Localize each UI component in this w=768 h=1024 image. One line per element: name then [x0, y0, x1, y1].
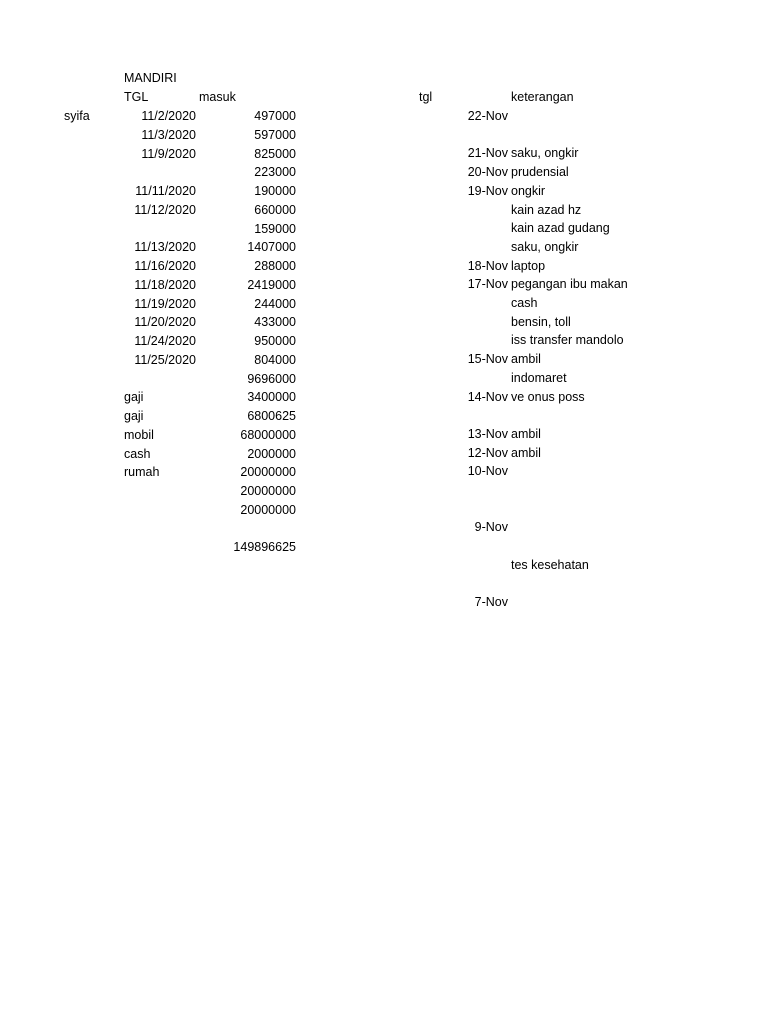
- row-date: [100, 220, 196, 238]
- row-tgl: [420, 219, 508, 237]
- row-tgl: [420, 537, 508, 555]
- header-tgl-right: tgl: [419, 90, 433, 104]
- row-amount: 597000: [254, 127, 296, 142]
- row-keterangan: ambil: [511, 445, 541, 460]
- row-tgl: 21-Nov: [467, 146, 508, 161]
- row-date: [100, 520, 196, 538]
- row-amount: 149896625: [233, 540, 296, 555]
- row-date: 11/24/2020: [134, 334, 196, 348]
- row-category: mobil: [124, 427, 154, 442]
- sheet-title: MANDIRI: [124, 71, 177, 85]
- row-tgl: 19-Nov: [467, 183, 508, 198]
- row-amount: 497000: [254, 109, 296, 123]
- row-tgl: [420, 369, 508, 387]
- row-date: 11/19/2020: [134, 296, 196, 311]
- row-tgl: [420, 575, 508, 593]
- row-amount: 159000: [254, 221, 296, 236]
- row-amount: 433000: [254, 315, 296, 330]
- row-amount: 6800625: [247, 409, 296, 423]
- row-keterangan: kain azad hz: [511, 202, 582, 217]
- row-category: gaji: [124, 390, 144, 405]
- header-tgl-left: TGL: [124, 90, 149, 104]
- row-date: 11/13/2020: [134, 240, 196, 255]
- row-date: 11/18/2020: [134, 277, 196, 292]
- row-tgl: 7-Nov: [474, 595, 508, 610]
- row-amount: 2000000: [247, 446, 296, 461]
- row-tgl: 22-Nov: [467, 109, 508, 123]
- row-keterangan: cash: [511, 296, 538, 310]
- row-keterangan: pegangan ibu makan: [511, 277, 628, 292]
- row-tgl: [420, 201, 508, 219]
- row-date: [100, 501, 196, 519]
- row-tgl: 17-Nov: [467, 277, 508, 292]
- row-date: 11/3/2020: [141, 127, 196, 142]
- row-amount: 20000000: [240, 502, 296, 517]
- row-amount: 9696000: [247, 371, 296, 386]
- row-amount: 244000: [254, 296, 296, 311]
- row-tgl: 18-Nov: [467, 258, 508, 273]
- row-date: 11/25/2020: [134, 352, 196, 367]
- row-keterangan: ongkir: [511, 183, 546, 198]
- row-amount: 190000: [254, 184, 296, 198]
- row-keterangan: ambil: [511, 426, 541, 441]
- row-tgl: [420, 331, 508, 349]
- row-category: gaji: [124, 409, 144, 423]
- row-tgl: 20-Nov: [467, 165, 508, 180]
- row-keterangan: kain azad gudang: [511, 221, 610, 236]
- row-tgl: [420, 238, 508, 256]
- row-amount: 223000: [254, 165, 296, 180]
- row-amount: 2419000: [247, 277, 296, 292]
- row-amount: 660000: [254, 202, 296, 217]
- row-date: [100, 482, 196, 500]
- row-date: 11/11/2020: [135, 184, 196, 198]
- row-keterangan: prudensial: [511, 165, 569, 180]
- header-masuk: masuk: [199, 90, 236, 104]
- row-date: 11/12/2020: [134, 202, 196, 217]
- row-amount: 1407000: [247, 240, 296, 255]
- row-amount: 68000000: [240, 427, 296, 442]
- row-tgl: [420, 500, 508, 518]
- row-date: [100, 163, 196, 181]
- row-tgl: [420, 406, 508, 424]
- row-category: cash: [124, 446, 151, 461]
- row-keterangan: laptop: [511, 258, 546, 273]
- row-tgl: [420, 294, 508, 312]
- row-tgl: 12-Nov: [467, 445, 508, 460]
- row-tgl: 9-Nov: [474, 520, 508, 535]
- row-amount: 950000: [254, 334, 296, 348]
- row-label: syifa: [64, 109, 90, 123]
- row-amount: 3400000: [247, 390, 296, 405]
- row-tgl: [420, 313, 508, 331]
- row-tgl: 10-Nov: [467, 464, 508, 479]
- row-tgl: 15-Nov: [467, 352, 508, 367]
- row-category: rumah: [124, 465, 160, 480]
- row-amount: 20000000: [240, 465, 296, 480]
- row-amount: 804000: [254, 352, 296, 367]
- row-amount: 20000000: [240, 484, 296, 498]
- row-date: 11/9/2020: [141, 146, 196, 161]
- row-keterangan: ambil: [511, 352, 541, 367]
- row-date: 11/2/2020: [141, 109, 196, 123]
- row-tgl: [420, 126, 508, 144]
- row-tgl: 14-Nov: [467, 389, 508, 404]
- row-date: [100, 370, 196, 388]
- row-amount: 825000: [254, 146, 296, 161]
- row-tgl: [420, 481, 508, 499]
- row-keterangan: saku, ongkir: [511, 146, 579, 161]
- header-keterangan: keterangan: [511, 90, 574, 104]
- row-tgl: 13-Nov: [467, 426, 508, 441]
- row-date: 11/20/2020: [134, 315, 196, 330]
- row-keterangan: ve onus poss: [511, 389, 585, 404]
- row-tgl: [420, 556, 508, 574]
- row-keterangan: tes kesehatan: [511, 557, 589, 572]
- row-date: 11/16/2020: [134, 259, 196, 273]
- row-date: [100, 538, 196, 556]
- row-keterangan: saku, ongkir: [511, 239, 579, 254]
- row-amount: 288000: [254, 259, 296, 273]
- row-amount: [200, 520, 296, 538]
- row-keterangan: bensin, toll: [511, 314, 571, 329]
- row-keterangan: indomaret: [511, 370, 567, 385]
- row-keterangan: iss transfer mandolo: [511, 333, 624, 348]
